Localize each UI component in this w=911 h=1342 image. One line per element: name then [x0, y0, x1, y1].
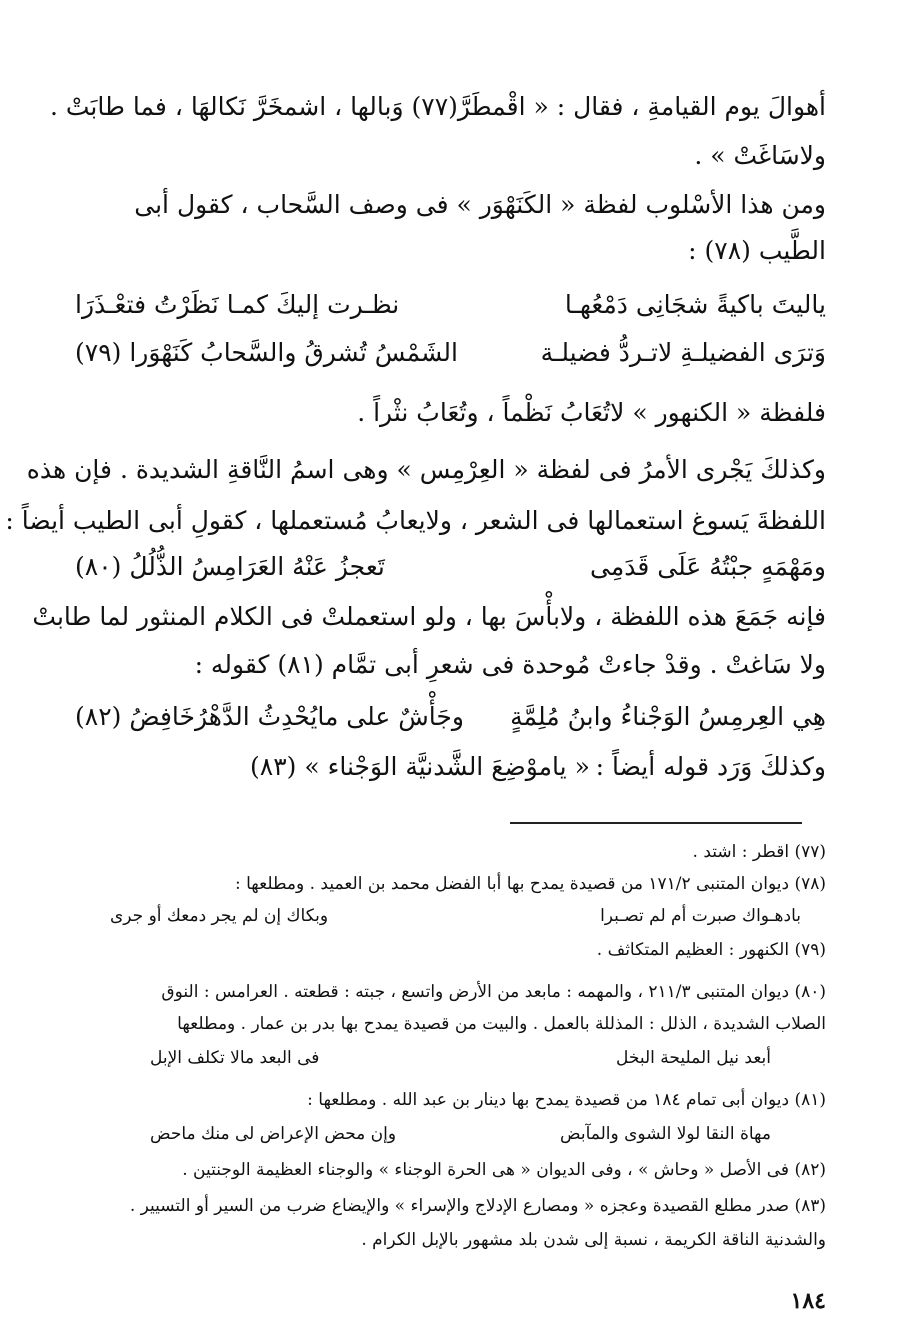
footnote-78-verse — [110, 906, 801, 926]
verse-2 — [75, 338, 826, 367]
body-line-4: الطَّيب (٧٨) : — [688, 236, 826, 265]
verse-3 — [75, 552, 826, 581]
body-line-5: فلفظة « الكنهور » لاتُعَابُ نَظْماً ، وتُعَابُ نثْراً . — [357, 398, 826, 427]
verse-3-first-hemistich: ومَهْمَهٍ جبْتُهُ عَلَى قَدَمِى — [590, 552, 826, 581]
verse-4-first-hemistich: هِي العِرمِسُ الوَجْناءُ وابنُ مُلِمَّةٍ — [510, 702, 826, 731]
body-line-9: ولا سَاغتْ . وقدْ جاءتْ مُوحدة فى شعرِ أبى تمَّام (٨١) كقوله : — [194, 650, 826, 679]
footnote-78-verse-second: وبكاك إن لم يجر دمعك أو جرى — [110, 906, 329, 926]
page-number: ١٨٤ — [790, 1288, 826, 1314]
footnote-81: (٨١) ديوان أبى تمام ١٨٤ من قصيدة يمدح بها دينار بن عبد الله . ومطلعها : — [307, 1090, 826, 1110]
footnote-83-line-2: والشدنية الناقة الكريمة ، نسبة إلى شدن بلد مشهور بالإبل الكرام . — [361, 1230, 826, 1250]
footnote-77: (٧٧) اقطر : اشتد . — [692, 842, 826, 862]
body-line-3: ومن هذا الأسْلوب لفظة « الكَنَهْوَر » فى وصف السَّحاب ، كقول أبى — [134, 190, 826, 219]
footnote-80-line-1: (٨٠) ديوان المتنبى ٢١١/٣ ، والمهمه : مابعد من الأرض واتسع ، جبته : قطعته . العرامس : النوق — [161, 982, 826, 1002]
verse-1-first-hemistich: ياليتَ باكيةً شجَانِى دَمْعُهـا — [564, 290, 826, 319]
body-line-6: وكذلكَ يَجْرى الأمرُ فى لفظة « العِرْمِس » وهى اسمُ النَّاقةِ الشديدة . فإن هذه — [26, 455, 826, 484]
footnote-78-verse-first: بادهـواك صبرت أم لم تصـبرا — [600, 906, 801, 926]
footnote-80-verse-first: أبعد نيل المليحة البخل — [616, 1048, 771, 1068]
verse-2-first-hemistich: وَترَى الفضيلـةِ لاتـردُّ فضيلـة — [540, 338, 826, 367]
footnote-81-verse — [150, 1124, 771, 1144]
verse-4-second-hemistich: وجَأْشٌ على مايُحْدِثُ الدَّهْرُخَافِضُ (٨٢) — [75, 702, 464, 731]
body-line-10-intro: وكذلكَ وَرَد قوله أيضاً : — [595, 752, 826, 781]
footnote-83-line-1: (٨٣) صدر مطلع القصيدة وعجزه « ومصارع الإدلاج والإسراء » والإيضاع ضرب من السير أو التسيير . — [129, 1196, 826, 1216]
verse-2-second-hemistich: الشَمْسُ تُشرقُ والسَّحابُ كَنَهْوَرا (٧٩) — [75, 338, 458, 367]
body-line-1: أهوالَ يوم القيامةِ ، فقال : « اقْمطَرَّ(٧٧) وَبالها ، اشمخَرَّ نَكالهَا ، فما طابَتْ . — [49, 92, 826, 121]
footnote-78: (٧٨) ديوان المتنبى ١٧١/٢ من قصيدة يمدح بها أبا الفضل محمد بن العميد . ومطلعها : — [234, 874, 826, 894]
verse-4 — [75, 702, 826, 731]
footnote-80-verse-second: فى البعد مالا تكلف الإبل — [150, 1048, 320, 1068]
verse-1 — [75, 290, 826, 319]
footnote-81-verse-second: وإن محض الإعراض لى منك ماحض — [150, 1124, 397, 1144]
verse-1-second-hemistich: نظـرت إليكَ كمـا نَظَرْتُ فتعْـذَرَا — [75, 290, 400, 319]
body-line-10-quote: « ياموْضِعَ الشَّدنيَّة الوَجْناء » (٨٣) — [250, 752, 590, 781]
body-line-2: ولاسَاغَتْ » . — [694, 141, 826, 170]
footnote-separator — [510, 822, 802, 824]
footnote-81-verse-first: مهاة النقا لولا الشوى والمآبض — [560, 1124, 771, 1144]
footnote-80-line-2: الصلاب الشديدة ، الذلل : المذللة بالعمل . والبيت من قصيدة يمدح بها بدر بن عمار . ومطلعها — [177, 1014, 826, 1034]
body-line-8: فإنه جَمَعَ هذه اللفظة ، ولابأْسَ بها ، ولو استعملتْ فى الكلام المنثور لما طابتْ — [32, 602, 826, 631]
footnote-80-verse — [150, 1048, 771, 1068]
verse-3-second-hemistich: تَعجزُ عَنْهُ العَرَامِسُ الذُّلُلُ (٨٠) — [75, 552, 385, 581]
body-line-10 — [250, 752, 826, 781]
footnote-79: (٧٩) الكنهور : العظيم المتكاثف . — [596, 940, 826, 960]
body-line-7: اللفظةَ يَسوغ استعمالها فى الشعر ، ولايعابُ مُستعملها ، كقولِ أبى الطيب أيضاً : — [5, 506, 826, 535]
footnote-82: (٨٢) فى الأصل « وحاش » ، وفى الديوان « هى الحرة الوجناء » والوجناء العظيمة الوجنتين . — [182, 1160, 826, 1180]
